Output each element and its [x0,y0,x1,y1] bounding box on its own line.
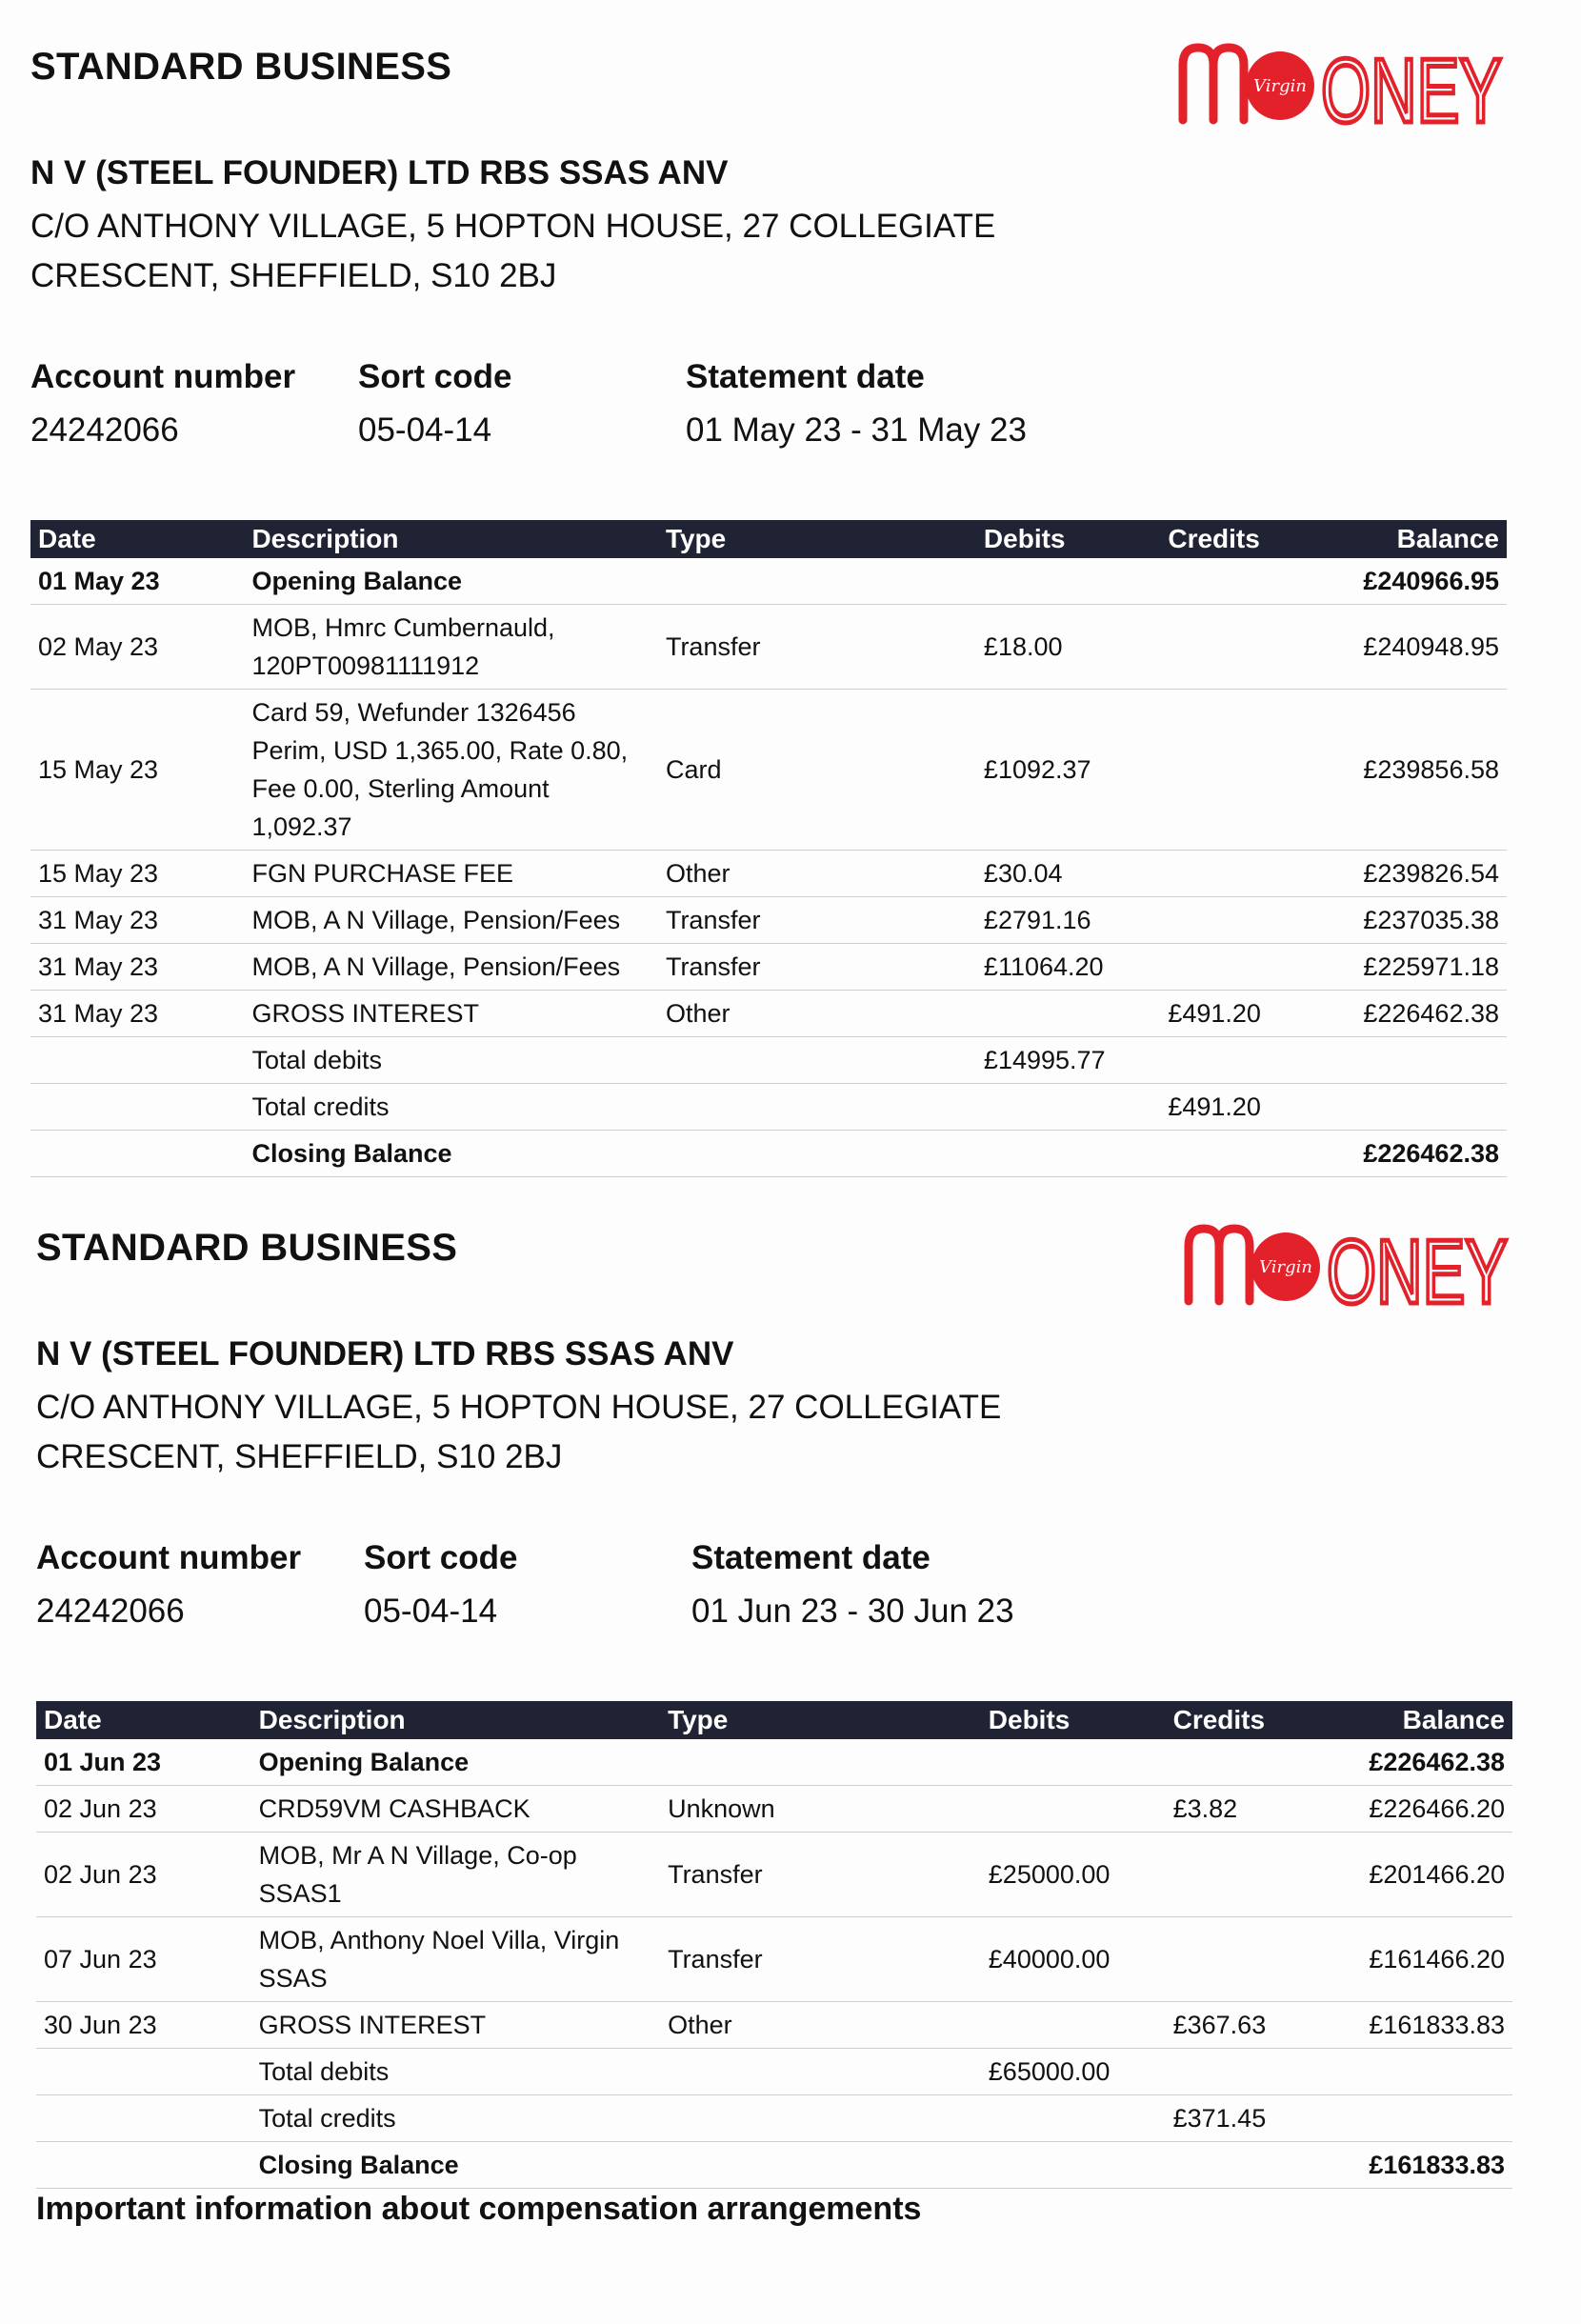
cell-description: MOB, Mr A N Village, Co-op SSAS1 [251,1833,660,1917]
cell-credit [1166,2142,1311,2189]
cell-description: GROSS INTEREST [244,991,658,1037]
cell-debit: £18.00 [976,605,1160,690]
cell-date: 15 May 23 [30,690,244,851]
transactions-body [30,558,1507,1177]
cell-date: 31 May 23 [30,897,244,944]
cell-debit [976,991,1160,1037]
cell-debit [976,558,1160,605]
cell-description: MOB, Hmrc Cumbernauld, 120PT00981111912 [244,605,658,690]
table-row [30,690,1507,851]
statement-date-label: Statement date [691,1539,931,1576]
cell-balance [1311,2049,1512,2095]
cell-balance: £240948.95 [1306,605,1507,690]
cell-type: Transfer [658,897,976,944]
cell-type [660,2095,981,2142]
cell-date [30,1037,244,1084]
cell-credit [1166,1833,1311,1917]
logo-word-text: ONEY [1321,40,1502,142]
cell-credit [1160,690,1305,851]
cell-credit [1166,2049,1311,2095]
statement-date-label: Statement date [686,358,925,395]
cell-date: 02 Jun 23 [36,1833,251,1917]
cell-debit [981,2142,1166,2189]
cell-type [658,1084,976,1131]
cell-credit: £491.20 [1160,1084,1305,1131]
sort-code: 05-04-14 [364,1593,498,1630]
cell-type: Transfer [660,1833,981,1917]
address-line-1: C/O ANTHONY VILLAGE, 5 HOPTON HOUSE, 27 COLLEGIATE [30,208,996,245]
date-column-header: Date [30,520,244,558]
cell-debit [981,2095,1166,2142]
credits-column-header: Credits [1160,520,1305,558]
cell-balance: £226462.38 [1306,991,1507,1037]
cell-type: Transfer [658,944,976,991]
cell-balance: £225971.18 [1306,944,1507,991]
table-row [36,2049,1512,2095]
account-number-label: Account number [30,358,296,395]
cell-debit: £2791.16 [976,897,1160,944]
cell-type: Unknown [660,1786,981,1833]
cell-credit [1160,605,1305,690]
table-row [36,1739,1512,1786]
cell-debit [981,1739,1166,1786]
cell-debit: £25000.00 [981,1833,1166,1917]
cell-type: Card [658,690,976,851]
transactions-body [36,1739,1512,2189]
cell-description: Closing Balance [244,1131,658,1177]
account-holder-name: N V (STEEL FOUNDER) LTD RBS SSAS ANV [30,154,729,191]
description-column-header: Description [251,1701,660,1739]
cell-credit: £371.45 [1166,2095,1311,2142]
sort-code-label: Sort code [358,358,512,395]
cell-date: 30 Jun 23 [36,2002,251,2049]
virgin-money-logo [1173,36,1507,142]
cell-description: GROSS INTEREST [251,2002,660,2049]
cell-type: Other [658,851,976,897]
cell-debit [981,2002,1166,2049]
cell-credit: £367.63 [1166,2002,1311,2049]
cell-credit [1160,558,1305,605]
account-number: 24242066 [36,1593,185,1630]
cell-description: CRD59VM CASHBACK [251,1786,660,1833]
cell-type [658,1037,976,1084]
type-column-header: Type [658,520,976,558]
cell-description: Total credits [244,1084,658,1131]
table-row [30,897,1507,944]
cell-description: Total debits [244,1037,658,1084]
cell-date [30,1084,244,1131]
address-line-1: C/O ANTHONY VILLAGE, 5 HOPTON HOUSE, 27 COLLEGIATE [36,1389,1002,1426]
logo-word-text: ONEY [1327,1221,1508,1323]
cell-balance: £226466.20 [1311,1786,1512,1833]
cell-balance [1306,1084,1507,1131]
cell-date [30,1131,244,1177]
sort-code: 05-04-14 [358,411,492,449]
statement-date: 01 Jun 23 - 30 Jun 23 [691,1593,1014,1630]
transactions-table [36,1701,1512,2189]
balance-column-header: Balance [1306,520,1507,558]
debits-column-header: Debits [981,1701,1166,1739]
cell-date: 31 May 23 [30,944,244,991]
type-column-header: Type [660,1701,981,1739]
statement-heading: STANDARD BUSINESS [36,1227,458,1269]
cell-debit: £30.04 [976,851,1160,897]
table-row [30,944,1507,991]
cell-type [658,558,976,605]
cell-credit [1160,944,1305,991]
compensation-info-title: Important information about compensation arrangements [36,2191,922,2227]
cell-credit [1160,851,1305,897]
cell-description: MOB, Anthony Noel Villa, Virgin SSAS [251,1917,660,2002]
table-row [36,2142,1512,2189]
cell-balance: £161833.83 [1311,2142,1512,2189]
transactions-table [30,520,1507,1177]
cell-debit: £1092.37 [976,690,1160,851]
sort-code-label: Sort code [364,1539,518,1576]
cell-type [658,1131,976,1177]
table-row [30,605,1507,690]
cell-description: FGN PURCHASE FEE [244,851,658,897]
credits-column-header: Credits [1166,1701,1311,1739]
table-row [36,2002,1512,2049]
cell-description: Opening Balance [244,558,658,605]
balance-column-header: Balance [1311,1701,1512,1739]
account-number-label: Account number [36,1539,302,1576]
cell-type: Transfer [658,605,976,690]
account-number: 24242066 [30,411,179,449]
cell-date [36,2142,251,2189]
cell-debit: £14995.77 [976,1037,1160,1084]
cell-balance [1306,1037,1507,1084]
cell-balance: £226462.38 [1306,1131,1507,1177]
cell-type [660,1739,981,1786]
table-row [30,851,1507,897]
debits-column-header: Debits [976,520,1160,558]
cell-description: Closing Balance [251,2142,660,2189]
description-column-header: Description [244,520,658,558]
cell-type: Other [658,991,976,1037]
table-row [30,991,1507,1037]
cell-date: 02 May 23 [30,605,244,690]
table-row [36,2095,1512,2142]
cell-description: Card 59, Wefunder 1326456 Perim, USD 1,365.00, Rate 0.80, Fee 0.00, Sterling Amount 1,092.37 [244,690,658,851]
statement-heading: STANDARD BUSINESS [30,46,452,88]
cell-type: Transfer [660,1917,981,2002]
cell-date: 01 May 23 [30,558,244,605]
cell-credit: £491.20 [1160,991,1305,1037]
cell-description: Opening Balance [251,1739,660,1786]
cell-description: MOB, A N Village, Pension/Fees [244,897,658,944]
cell-date: 01 Jun 23 [36,1739,251,1786]
virgin-money-logo [1179,1217,1512,1323]
cell-balance: £237035.38 [1306,897,1507,944]
table-row [36,1917,1512,2002]
cell-description: Total credits [251,2095,660,2142]
cell-debit [976,1131,1160,1177]
cell-credit [1160,1131,1305,1177]
cell-date: 02 Jun 23 [36,1786,251,1833]
table-row [36,1833,1512,1917]
cell-type: Other [660,2002,981,2049]
cell-credit [1166,1917,1311,2002]
cell-description: MOB, A N Village, Pension/Fees [244,944,658,991]
cell-balance: £239856.58 [1306,690,1507,851]
table-row [36,1786,1512,1833]
cell-debit: £40000.00 [981,1917,1166,2002]
cell-type [660,2142,981,2189]
table-header-row [36,1701,1512,1739]
logo-badge-text: Virgin [1259,1257,1312,1277]
cell-balance [1311,2095,1512,2142]
cell-credit [1160,1037,1305,1084]
cell-date [36,2095,251,2142]
statement-date: 01 May 23 - 31 May 23 [686,411,1027,449]
table-row [30,558,1507,605]
account-holder-name: N V (STEEL FOUNDER) LTD RBS SSAS ANV [36,1335,734,1372]
table-row [30,1037,1507,1084]
cell-balance: £201466.20 [1311,1833,1512,1917]
date-column-header: Date [36,1701,251,1739]
cell-balance: £240966.95 [1306,558,1507,605]
address-line-2: CRESCENT, SHEFFIELD, S10 2BJ [36,1438,563,1475]
cell-balance: £161466.20 [1311,1917,1512,2002]
cell-credit [1160,897,1305,944]
cell-credit: £3.82 [1166,1786,1311,1833]
cell-balance: £161833.83 [1311,2002,1512,2049]
cell-credit [1166,1739,1311,1786]
table-row [30,1084,1507,1131]
cell-date: 15 May 23 [30,851,244,897]
cell-description: Total debits [251,2049,660,2095]
table-header-row [30,520,1507,558]
cell-debit [976,1084,1160,1131]
cell-debit [981,1786,1166,1833]
statement-june [0,1181,1575,2324]
cell-debit: £65000.00 [981,2049,1166,2095]
cell-debit: £11064.20 [976,944,1160,991]
cell-balance: £239826.54 [1306,851,1507,897]
statement [6,1181,1581,2324]
cell-date: 31 May 23 [30,991,244,1037]
cell-balance: £226462.38 [1311,1739,1512,1786]
table-row [30,1131,1507,1177]
address-line-2: CRESCENT, SHEFFIELD, S10 2BJ [30,257,557,294]
cell-type [660,2049,981,2095]
cell-date [36,2049,251,2095]
cell-date: 07 Jun 23 [36,1917,251,2002]
logo-badge-text: Virgin [1253,76,1307,96]
